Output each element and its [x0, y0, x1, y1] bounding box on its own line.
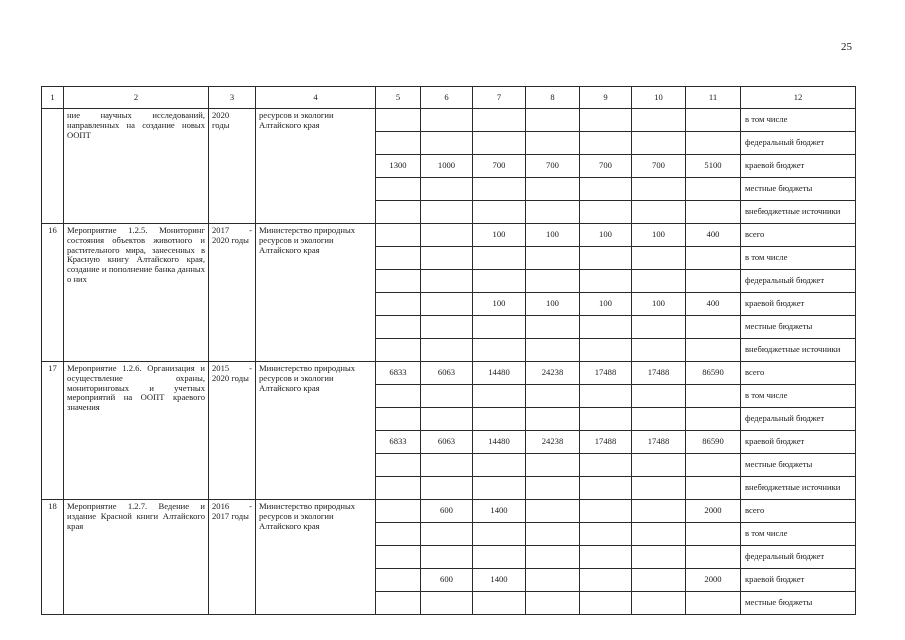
value-cell: 1400 [473, 500, 526, 523]
value-cell [686, 477, 741, 500]
value-cell [473, 454, 526, 477]
value-cell [526, 454, 580, 477]
value-cell [473, 201, 526, 224]
executor-name: Министерство природных ресурсов и экологии Алтайского края [259, 225, 356, 255]
value-cell [526, 247, 580, 270]
value-cell [632, 477, 686, 500]
value-cell: 700 [473, 155, 526, 178]
value-cell [526, 385, 580, 408]
value-cell: 700 [632, 155, 686, 178]
value-cell [580, 178, 632, 201]
value-cell [632, 339, 686, 362]
value-cell [473, 247, 526, 270]
budget-source-label: внебюджетные источники [741, 477, 856, 500]
value-cell: 1000 [421, 155, 473, 178]
value-cell [376, 385, 421, 408]
value-cell: 700 [526, 155, 580, 178]
activity-name: ние научных исследований, направленных на создание новых ООПТ [67, 110, 205, 140]
budget-source-label: краевой бюджет [741, 569, 856, 592]
budget-source-label: всего [741, 500, 856, 523]
value-cell [421, 592, 473, 615]
value-cell [580, 546, 632, 569]
executor-name: Министерство природных ресурсов и экологии Алтайского края [259, 363, 356, 393]
table-row [42, 224, 856, 247]
value-cell [526, 178, 580, 201]
value-cell: 100 [632, 293, 686, 316]
value-cell [526, 270, 580, 293]
value-cell [473, 523, 526, 546]
value-cell [632, 592, 686, 615]
value-cell [526, 546, 580, 569]
row-index: 17 [42, 362, 64, 500]
value-cell [376, 592, 421, 615]
value-cell [686, 178, 741, 201]
value-cell: 2000 [686, 500, 741, 523]
activity-name: Мероприятие 1.2.7. Ведение и издание Красной книги Алтайского края [67, 501, 205, 531]
value-cell [632, 132, 686, 155]
value-cell [376, 178, 421, 201]
value-cell: 600 [421, 500, 473, 523]
value-cell [526, 201, 580, 224]
value-cell [632, 546, 686, 569]
budget-source-label: федеральный бюджет [741, 546, 856, 569]
value-cell: 6833 [376, 431, 421, 454]
value-cell [473, 109, 526, 132]
value-cell [526, 316, 580, 339]
value-cell [473, 408, 526, 431]
budget-source-label: местные бюджеты [741, 454, 856, 477]
period-dash: - [249, 225, 252, 235]
executor-cell [256, 362, 376, 500]
executor-name: Министерство природных ресурсов и экологии Алтайского края [259, 501, 356, 531]
value-cell [580, 247, 632, 270]
activity-name-cell [64, 362, 209, 500]
budget-source-label: краевой бюджет [741, 431, 856, 454]
value-cell [632, 500, 686, 523]
value-cell: 6063 [421, 431, 473, 454]
budget-source-label: в том числе [741, 385, 856, 408]
value-cell [632, 178, 686, 201]
value-cell [526, 339, 580, 362]
value-cell [580, 201, 632, 224]
value-cell [376, 339, 421, 362]
period-cell [209, 109, 256, 224]
period-end: годы [212, 119, 230, 130]
column-header: 10 [632, 87, 686, 109]
period-start: 2015 [212, 363, 230, 373]
period-dash: - [249, 501, 252, 511]
budget-source-label: внебюджетные источники [741, 339, 856, 362]
value-cell [526, 523, 580, 546]
value-cell [376, 293, 421, 316]
value-cell [376, 454, 421, 477]
value-cell [580, 385, 632, 408]
table-body [42, 87, 856, 615]
value-cell [526, 109, 580, 132]
value-cell [632, 247, 686, 270]
period-cell [209, 362, 256, 500]
value-cell [580, 132, 632, 155]
column-header: 12 [741, 87, 856, 109]
value-cell [376, 201, 421, 224]
budget-source-label: всего [741, 362, 856, 385]
value-cell [686, 109, 741, 132]
value-cell [376, 224, 421, 247]
value-cell [526, 132, 580, 155]
value-cell [686, 408, 741, 431]
value-cell: 17488 [632, 431, 686, 454]
value-cell [686, 592, 741, 615]
value-cell [473, 132, 526, 155]
column-header: 6 [421, 87, 473, 109]
value-cell [632, 454, 686, 477]
budget-table [41, 86, 856, 615]
value-cell [580, 316, 632, 339]
period-cell [209, 224, 256, 362]
executor-cell [256, 224, 376, 362]
value-cell: 1300 [376, 155, 421, 178]
period-cell [209, 500, 256, 615]
value-cell: 100 [526, 293, 580, 316]
value-cell [376, 316, 421, 339]
table-row [42, 500, 856, 523]
value-cell [686, 270, 741, 293]
value-cell [686, 247, 741, 270]
value-cell [421, 408, 473, 431]
value-cell [632, 270, 686, 293]
budget-source-label: краевой бюджет [741, 293, 856, 316]
value-cell: 2000 [686, 569, 741, 592]
activity-name-cell [64, 109, 209, 224]
value-cell [376, 247, 421, 270]
page-number: 25 [841, 41, 852, 53]
value-cell [580, 339, 632, 362]
budget-source-label: федеральный бюджет [741, 270, 856, 293]
value-cell [580, 592, 632, 615]
value-cell [421, 293, 473, 316]
activity-name-cell [64, 500, 209, 615]
value-cell: 14480 [473, 362, 526, 385]
value-cell [376, 477, 421, 500]
column-header: 7 [473, 87, 526, 109]
value-cell [473, 477, 526, 500]
value-cell [421, 339, 473, 362]
value-cell [473, 339, 526, 362]
value-cell [632, 109, 686, 132]
budget-source-label: внебюджетные источники [741, 201, 856, 224]
executor-cell [256, 500, 376, 615]
value-cell [421, 109, 473, 132]
value-cell [376, 132, 421, 155]
value-cell: 5100 [686, 155, 741, 178]
value-cell: 17488 [632, 362, 686, 385]
value-cell [686, 546, 741, 569]
value-cell: 100 [632, 224, 686, 247]
value-cell [632, 316, 686, 339]
executor-cell [256, 109, 376, 224]
value-cell [376, 109, 421, 132]
activity-name: Мероприятие 1.2.6. Организация и осуществление охраны, мониторинговых и учетных мероприятий на ООПТ краевого значения [67, 363, 205, 413]
value-cell [376, 523, 421, 546]
value-cell: 24238 [526, 431, 580, 454]
value-cell [580, 569, 632, 592]
value-cell [473, 385, 526, 408]
budget-source-label: местные бюджеты [741, 178, 856, 201]
budget-source-label: местные бюджеты [741, 316, 856, 339]
value-cell [580, 270, 632, 293]
value-cell [526, 408, 580, 431]
budget-source-label: федеральный бюджет [741, 132, 856, 155]
value-cell [632, 569, 686, 592]
executor-name: ресурсов и экологии Алтайского края [259, 110, 334, 130]
value-cell [421, 523, 473, 546]
value-cell [376, 270, 421, 293]
value-cell [632, 523, 686, 546]
value-cell [580, 109, 632, 132]
value-cell [473, 178, 526, 201]
value-cell [421, 546, 473, 569]
row-index [42, 109, 64, 224]
row-index: 16 [42, 224, 64, 362]
value-cell: 86590 [686, 362, 741, 385]
value-cell [526, 500, 580, 523]
value-cell: 100 [580, 293, 632, 316]
value-cell [421, 132, 473, 155]
column-header: 3 [209, 87, 256, 109]
value-cell [376, 408, 421, 431]
value-cell: 17488 [580, 431, 632, 454]
value-cell: 24238 [526, 362, 580, 385]
value-cell [421, 316, 473, 339]
value-cell [632, 408, 686, 431]
value-cell [473, 592, 526, 615]
value-cell [686, 454, 741, 477]
value-cell [686, 385, 741, 408]
value-cell [473, 270, 526, 293]
value-cell: 600 [421, 569, 473, 592]
budget-source-label: федеральный бюджет [741, 408, 856, 431]
activity-name-cell [64, 224, 209, 362]
value-cell: 100 [473, 293, 526, 316]
column-header: 4 [256, 87, 376, 109]
value-cell [632, 385, 686, 408]
value-cell [473, 546, 526, 569]
column-header: 8 [526, 87, 580, 109]
period-start: 2017 [212, 225, 230, 235]
value-cell [376, 546, 421, 569]
column-header: 11 [686, 87, 741, 109]
value-cell: 6833 [376, 362, 421, 385]
value-cell [421, 201, 473, 224]
period-end: 2020 годы [212, 372, 249, 383]
value-cell [421, 477, 473, 500]
period-end: 2020 годы [212, 234, 249, 245]
value-cell [421, 178, 473, 201]
activity-name: Мероприятие 1.2.5. Мониторинг состояния объектов животного и растительного мира, занесенных в Красную книгу Алтайского края, создание и пополнение банка данных о них [67, 225, 205, 284]
value-cell [376, 500, 421, 523]
budget-source-label: местные бюджеты [741, 592, 856, 615]
table-row [42, 362, 856, 385]
period-end: 2017 годы [212, 510, 249, 521]
value-cell [632, 201, 686, 224]
value-cell [526, 477, 580, 500]
value-cell [526, 569, 580, 592]
value-cell: 1400 [473, 569, 526, 592]
value-cell [421, 247, 473, 270]
value-cell [580, 454, 632, 477]
column-header: 5 [376, 87, 421, 109]
budget-source-label: в том числе [741, 523, 856, 546]
table-row [42, 109, 856, 132]
value-cell [686, 201, 741, 224]
budget-source-label: всего [741, 224, 856, 247]
value-cell [421, 270, 473, 293]
value-cell [580, 408, 632, 431]
value-cell [421, 385, 473, 408]
budget-source-label: в том числе [741, 109, 856, 132]
value-cell: 100 [526, 224, 580, 247]
value-cell [473, 316, 526, 339]
value-cell: 400 [686, 293, 741, 316]
budget-source-label: в том числе [741, 247, 856, 270]
period-dash: - [249, 363, 252, 373]
value-cell [686, 316, 741, 339]
value-cell [526, 592, 580, 615]
period-start: 2016 [212, 501, 230, 511]
value-cell [580, 500, 632, 523]
value-cell: 14480 [473, 431, 526, 454]
value-cell: 6063 [421, 362, 473, 385]
value-cell [376, 569, 421, 592]
value-cell: 700 [580, 155, 632, 178]
column-header: 1 [42, 87, 64, 109]
value-cell [421, 454, 473, 477]
value-cell [580, 523, 632, 546]
value-cell: 17488 [580, 362, 632, 385]
value-cell [686, 523, 741, 546]
value-cell [686, 339, 741, 362]
budget-source-label: краевой бюджет [741, 155, 856, 178]
value-cell: 100 [580, 224, 632, 247]
value-cell: 100 [473, 224, 526, 247]
row-index: 18 [42, 500, 64, 615]
value-cell: 86590 [686, 431, 741, 454]
column-header: 2 [64, 87, 209, 109]
column-header: 9 [580, 87, 632, 109]
value-cell [580, 477, 632, 500]
value-cell [421, 224, 473, 247]
value-cell: 400 [686, 224, 741, 247]
period-start: 2020 [212, 110, 230, 120]
header-row [42, 87, 856, 109]
value-cell [686, 132, 741, 155]
